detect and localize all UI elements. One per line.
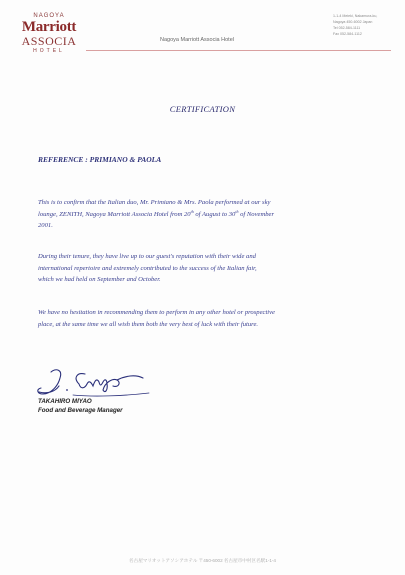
header-divider bbox=[86, 50, 391, 51]
address-line: Tel 052-584-1111 bbox=[333, 26, 361, 30]
paragraph-line: international repertoire and extremely contributed to the success of the Italian fair, bbox=[38, 264, 257, 272]
handwritten-signature bbox=[33, 364, 153, 400]
logo-hotel: HOTEL bbox=[33, 48, 65, 54]
text-segment: of November bbox=[238, 210, 275, 218]
paragraph-tenure bbox=[38, 251, 360, 286]
paragraph-line: place, at the same time we all wish them both the very best of luck with their future. bbox=[38, 320, 259, 328]
logo-associa: ASSOCIA bbox=[21, 34, 77, 48]
paragraph-line bbox=[38, 209, 360, 221]
footer-address: 名古屋マリオットアソシアホテル 〒450-6002 名古屋市中村区名駅1-1-4 bbox=[129, 558, 276, 563]
logo-brand: Marriott bbox=[21, 19, 77, 35]
hotel-name: Nagoya Marriott Associa Hotel bbox=[160, 37, 234, 43]
reference-line: REFERENCE : PRIMIANO & PAOLA bbox=[38, 155, 162, 164]
signatory-title: Food and Beverage Manager bbox=[38, 407, 123, 414]
paragraph-line: During their tenure, they have live up to our guest's reputation with their wide and bbox=[38, 253, 256, 260]
paragraph-line: 2001. bbox=[38, 222, 53, 229]
address-line: Fax 052-584-1112 bbox=[333, 32, 362, 36]
text-segment: of August to 30 bbox=[193, 210, 236, 218]
ordinal-suffix: th bbox=[190, 208, 194, 214]
logo-city: NAGOYA bbox=[33, 13, 65, 19]
hotel-logo bbox=[14, 12, 84, 55]
paragraph-recommendation bbox=[38, 307, 360, 330]
paragraph-line: This is to confirm that the Italian duo, Mr. Primiano & Mrs. Paola performed at our sky bbox=[38, 199, 271, 206]
hotel-address bbox=[333, 13, 395, 37]
paragraph-line: which we had held on September and October. bbox=[38, 276, 161, 283]
ordinal-suffix: th bbox=[235, 208, 239, 214]
paragraph-line: We have no hesitation in recommending them to perform in any other hotel or prospective bbox=[38, 309, 275, 316]
address-line: Nagoya 450-6002 Japan bbox=[333, 20, 373, 24]
text-segment: lounge, ZENITH, Nagoya Marriott Associa Hotel from 20 bbox=[38, 210, 191, 218]
address-line: 1-1-4 Meieki, Nakamura-ku, bbox=[333, 14, 378, 18]
paragraph-confirmation bbox=[38, 197, 360, 232]
document-title: CERTIFICATION bbox=[169, 104, 236, 114]
signatory-name: TAKAHIRO MIYAO bbox=[38, 398, 92, 405]
